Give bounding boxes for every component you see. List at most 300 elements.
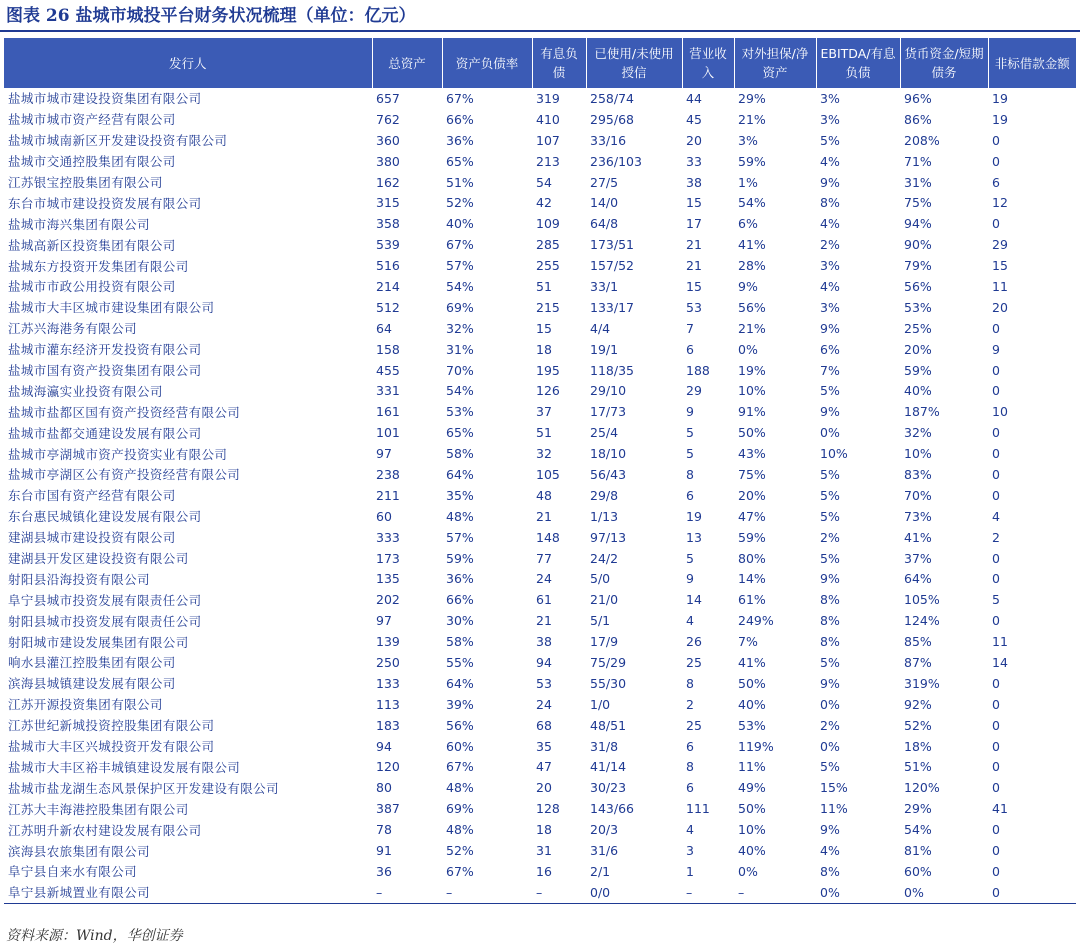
cell-cash-ratio: 81% <box>904 843 932 858</box>
cell-debt-ratio: 53% <box>446 404 474 420</box>
cell-total-assets: 135 <box>376 571 400 587</box>
cell-credit-lines: 5/0 <box>590 571 611 587</box>
cell-guarantee-ratio: 6% <box>738 216 758 232</box>
cell-interest-debt: 18 <box>536 341 552 357</box>
cell-debt-ratio: 67% <box>446 237 474 253</box>
cell-debt-ratio: 64% <box>446 675 474 691</box>
table-row <box>4 464 1076 485</box>
cell-total-assets: 211 <box>376 487 400 503</box>
cell-issuer: 盐城市交通控股集团有限公司 <box>8 154 176 170</box>
cell-cash-ratio: 0% <box>900 882 988 903</box>
cell-debt-ratio: 31% <box>446 341 474 357</box>
cell-cash-ratio: 53% <box>904 299 932 315</box>
cell-credit-lines: 33/1 <box>590 278 619 294</box>
header-debt-ratio: 资产负债率 <box>442 38 532 88</box>
header-non-standard: 非标借款金额 <box>988 38 1076 88</box>
cell-credit-lines: 17/9 <box>590 634 619 650</box>
cell-total-assets: 331 <box>376 383 400 399</box>
cell-cash-ratio: 37% <box>904 550 932 566</box>
table-row <box>4 840 1076 861</box>
cell-ebitda-ratio: 0% <box>820 425 840 441</box>
cell-issuer: 建湖县城市建设投资有限公司 <box>8 530 176 546</box>
header-interest-debt: 有息负债 <box>532 38 586 88</box>
table-row <box>4 757 1076 778</box>
cell-debt-ratio: 66% <box>446 111 474 127</box>
cell-total-assets: 173 <box>376 550 400 566</box>
cell-cash-ratio: 29% <box>904 801 932 817</box>
cell-cash-ratio: 64% <box>904 571 932 587</box>
cell-credit-lines: 1/0 <box>590 696 611 712</box>
cell-non-standard: 0 <box>992 425 1000 441</box>
cell-total-assets: 238 <box>376 466 400 482</box>
cell-guarantee-ratio: 50% <box>738 675 766 691</box>
cell-cash-ratio: 73% <box>904 508 932 524</box>
cell-interest-debt: 53 <box>536 675 552 691</box>
cell-ebitda-ratio: 8% <box>820 195 840 211</box>
cell-interest-debt: 38 <box>536 634 552 650</box>
cell-guarantee-ratio: 40% <box>738 843 766 858</box>
cell-debt-ratio: 58% <box>446 446 474 462</box>
cell-debt-ratio: 48% <box>446 780 474 796</box>
cell-cash-ratio: 70% <box>904 487 932 503</box>
cell-total-assets: 358 <box>376 216 400 232</box>
table-row <box>4 506 1076 527</box>
cell-interest-debt: 20 <box>536 780 552 796</box>
cell-ebitda-ratio: 4% <box>820 843 840 858</box>
cell-total-assets: 380 <box>376 153 400 169</box>
cell-debt-ratio: 60% <box>446 738 474 754</box>
cell-credit-lines: 75/29 <box>590 654 627 670</box>
cell-cash-ratio: 59% <box>904 362 932 378</box>
cell-revenue: 14 <box>686 592 702 608</box>
table-row <box>4 318 1076 339</box>
cell-guarantee-ratio: 10% <box>738 383 766 399</box>
cell-non-standard: 0 <box>992 466 1000 482</box>
cell-non-standard: 9 <box>992 341 1000 357</box>
cell-interest-debt: 94 <box>536 654 552 670</box>
cell-non-standard: 10 <box>992 404 1008 420</box>
cell-issuer: 盐城海瀛实业投资有限公司 <box>8 383 163 399</box>
cell-issuer: 盐城市盐龙湖生态风景保护区开发建设有限公司 <box>8 780 279 796</box>
cell-interest-debt: 51 <box>536 425 552 441</box>
cell-total-assets: 657 <box>376 90 400 106</box>
table-row <box>4 234 1076 255</box>
cell-cash-ratio: 94% <box>904 216 932 232</box>
cell-total-assets: 94 <box>376 738 392 754</box>
cell-total-assets: 161 <box>376 404 400 420</box>
cell-ebitda-ratio: 10% <box>820 446 848 462</box>
header-revenue: 营业收入 <box>682 38 734 88</box>
cell-total-assets: 183 <box>376 717 400 733</box>
cell-debt-ratio: 67% <box>446 863 474 879</box>
cell-total-assets: 80 <box>376 780 392 796</box>
cell-non-standard: 0 <box>992 383 1000 399</box>
table-row <box>4 589 1076 610</box>
cell-guarantee-ratio: 21% <box>738 111 766 127</box>
cell-guarantee-ratio: 10% <box>738 822 766 838</box>
header-total-assets: 总资产 <box>372 38 442 88</box>
cell-guarantee-ratio: 0% <box>738 341 758 357</box>
cell-debt-ratio: 36% <box>446 132 474 148</box>
cell-cash-ratio: 10% <box>904 446 932 462</box>
cell-credit-lines: 25/4 <box>590 425 619 441</box>
cell-ebitda-ratio: 9% <box>820 822 840 838</box>
cell-debt-ratio: 67% <box>446 759 474 775</box>
cell-interest-debt: 285 <box>536 237 560 253</box>
cell-issuer: 盐城市国有资产投资集团有限公司 <box>8 363 202 379</box>
cell-ebitda-ratio: 6% <box>820 341 840 357</box>
cell-total-assets: 387 <box>376 801 400 817</box>
cell-cash-ratio: 40% <box>904 383 932 399</box>
cell-guarantee-ratio: – <box>734 882 816 903</box>
cell-ebitda-ratio: 11% <box>820 801 848 817</box>
cell-guarantee-ratio: 61% <box>738 592 766 608</box>
cell-non-standard: 19 <box>992 90 1008 106</box>
cell-credit-lines: 27/5 <box>590 174 619 190</box>
cell-credit-lines: 64/8 <box>590 216 619 232</box>
cell-guarantee-ratio: 29% <box>738 90 766 106</box>
cell-non-standard: 11 <box>992 634 1008 650</box>
cell-interest-debt: 16 <box>536 863 552 879</box>
table-row <box>4 715 1076 736</box>
cell-guarantee-ratio: 43% <box>738 446 766 462</box>
cell-non-standard: 0 <box>988 882 1076 903</box>
cell-non-standard: 15 <box>992 258 1008 274</box>
cell-ebitda-ratio: 3% <box>820 111 840 127</box>
table-row <box>4 527 1076 548</box>
cell-credit-lines: 55/30 <box>590 675 627 691</box>
cell-revenue: – <box>682 882 734 903</box>
table-row <box>4 422 1076 443</box>
cell-total-assets: 333 <box>376 529 400 545</box>
cell-revenue: 8 <box>686 675 694 691</box>
cell-interest-debt: 148 <box>536 529 560 545</box>
cell-revenue: 33 <box>686 153 702 169</box>
cell-issuer: 盐城市城南新区开发建设投资有限公司 <box>8 133 228 149</box>
cell-total-assets: 214 <box>376 278 400 294</box>
cell-debt-ratio: 66% <box>446 592 474 608</box>
cell-credit-lines: 97/13 <box>590 529 627 545</box>
cell-total-assets: 158 <box>376 341 400 357</box>
cell-interest-debt: 255 <box>536 258 560 274</box>
cell-debt-ratio: 48% <box>446 508 474 524</box>
cell-debt-ratio: 54% <box>446 383 474 399</box>
cell-revenue: 9 <box>686 404 694 420</box>
cell-interest-debt: 47 <box>536 759 552 775</box>
cell-cash-ratio: 20% <box>904 341 932 357</box>
table-row <box>4 485 1076 506</box>
cell-ebitda-ratio: 5% <box>820 654 840 670</box>
table-row <box>4 151 1076 172</box>
cell-total-assets: 512 <box>376 299 400 315</box>
cell-ebitda-ratio: 4% <box>820 278 840 294</box>
cell-non-standard: 0 <box>992 843 1000 858</box>
cell-non-standard: 0 <box>992 696 1000 712</box>
cell-credit-lines: 143/66 <box>590 801 634 817</box>
cell-cash-ratio: 86% <box>904 111 932 127</box>
cell-interest-debt: 48 <box>536 487 552 503</box>
cell-revenue: 4 <box>686 613 694 629</box>
cell-ebitda-ratio: 9% <box>820 174 840 190</box>
cell-non-standard: 6 <box>992 174 1000 190</box>
cell-interest-debt: 31 <box>536 843 552 858</box>
cell-revenue: 15 <box>686 195 702 211</box>
cell-guarantee-ratio: 53% <box>738 717 766 733</box>
cell-guarantee-ratio: 119% <box>738 738 774 754</box>
cell-non-standard: 0 <box>992 487 1000 503</box>
cell-cash-ratio: 56% <box>904 278 932 294</box>
cell-cash-ratio: 90% <box>904 237 932 253</box>
table-row <box>4 88 1076 109</box>
cell-ebitda-ratio: 8% <box>820 634 840 650</box>
cell-non-standard: 20 <box>992 299 1008 315</box>
cell-debt-ratio: 70% <box>446 362 474 378</box>
cell-total-assets: 64 <box>376 320 392 336</box>
cell-interest-debt: 61 <box>536 592 552 608</box>
cell-ebitda-ratio: 5% <box>820 508 840 524</box>
cell-non-standard: 19 <box>992 111 1008 127</box>
cell-total-assets: 202 <box>376 592 400 608</box>
cell-cash-ratio: 25% <box>904 320 932 336</box>
cell-interest-debt: – <box>532 882 586 903</box>
cell-interest-debt: 77 <box>536 550 552 566</box>
cell-revenue: 45 <box>686 111 702 127</box>
cell-credit-lines: 2/1 <box>590 863 611 879</box>
cell-ebitda-ratio: 9% <box>820 675 840 691</box>
cell-non-standard: 41 <box>992 801 1008 817</box>
cell-interest-debt: 42 <box>536 195 552 211</box>
cell-issuer: 盐城市海兴集团有限公司 <box>8 216 150 232</box>
cell-issuer: 响水县灌江控股集团有限公司 <box>8 655 176 671</box>
cell-total-assets: 101 <box>376 425 400 441</box>
cell-debt-ratio: 52% <box>446 843 474 858</box>
cell-ebitda-ratio: 5% <box>820 550 840 566</box>
cell-non-standard: 0 <box>992 717 1000 733</box>
cell-issuer: 东台市国有资产经营有限公司 <box>8 488 176 504</box>
table-row <box>4 673 1076 694</box>
cell-ebitda-ratio: 9% <box>820 404 840 420</box>
cell-revenue: 3 <box>686 843 694 858</box>
cell-revenue: 4 <box>686 822 694 838</box>
cell-non-standard: 11 <box>992 278 1008 294</box>
cell-ebitda-ratio: 2% <box>820 237 840 253</box>
table-body <box>4 88 1076 903</box>
cell-non-standard: 0 <box>992 446 1000 462</box>
cell-total-assets: 97 <box>376 613 392 629</box>
table-row <box>4 819 1076 840</box>
cell-guarantee-ratio: 1% <box>738 174 758 190</box>
cell-debt-ratio: 52% <box>446 195 474 211</box>
cell-revenue: 1 <box>686 863 694 879</box>
table-row <box>4 172 1076 193</box>
cell-total-assets: 250 <box>376 654 400 670</box>
cell-revenue: 21 <box>686 258 702 274</box>
cell-revenue: 6 <box>686 738 694 754</box>
cell-ebitda-ratio: 8% <box>820 613 840 629</box>
cell-credit-lines: 20/3 <box>590 822 619 838</box>
header-row <box>4 38 1076 88</box>
cell-revenue: 5 <box>686 425 694 441</box>
cell-cash-ratio: 105% <box>904 592 940 608</box>
cell-credit-lines: 30/23 <box>590 780 627 796</box>
cell-cash-ratio: 41% <box>904 529 932 545</box>
table-row <box>4 380 1076 401</box>
table-row <box>4 736 1076 757</box>
cell-interest-debt: 24 <box>536 571 552 587</box>
cell-debt-ratio: 57% <box>446 529 474 545</box>
cell-revenue: 2 <box>686 696 694 712</box>
cell-guarantee-ratio: 49% <box>738 780 766 796</box>
cell-total-assets: 139 <box>376 634 400 650</box>
cell-debt-ratio: 56% <box>446 717 474 733</box>
table-row <box>4 109 1076 130</box>
table-row <box>4 568 1076 589</box>
cell-revenue: 8 <box>686 759 694 775</box>
cell-cash-ratio: 31% <box>904 174 932 190</box>
cell-interest-debt: 105 <box>536 466 560 482</box>
cell-ebitda-ratio: 5% <box>820 466 840 482</box>
cell-debt-ratio: 32% <box>446 320 474 336</box>
cell-guarantee-ratio: 40% <box>738 696 766 712</box>
table-row <box>4 882 1076 903</box>
cell-interest-debt: 215 <box>536 299 560 315</box>
cell-issuer: 盐城市盐都交通建设发展有限公司 <box>8 425 202 441</box>
cell-revenue: 6 <box>686 487 694 503</box>
cell-debt-ratio: 54% <box>446 278 474 294</box>
cell-interest-debt: 128 <box>536 801 560 817</box>
cell-issuer: 江苏明升新农村建设发展有限公司 <box>8 822 202 838</box>
table-row <box>4 192 1076 213</box>
cell-credit-lines: 29/10 <box>590 383 627 399</box>
cell-cash-ratio: 71% <box>904 153 932 169</box>
cell-guarantee-ratio: 41% <box>738 237 766 253</box>
cell-total-assets: 60 <box>376 508 392 524</box>
cell-debt-ratio: 39% <box>446 696 474 712</box>
cell-debt-ratio: 65% <box>446 153 474 169</box>
cell-guarantee-ratio: 91% <box>738 404 766 420</box>
cell-total-assets: 162 <box>376 174 400 190</box>
cell-guarantee-ratio: 56% <box>738 299 766 315</box>
cell-guarantee-ratio: 41% <box>738 654 766 670</box>
cell-issuer: 盐城市大丰区裕丰城镇建设发展有限公司 <box>8 759 241 775</box>
cell-revenue: 21 <box>686 237 702 253</box>
cell-revenue: 26 <box>686 634 702 650</box>
cell-cash-ratio: 120% <box>904 780 940 796</box>
cell-cash-ratio: 32% <box>904 425 932 441</box>
cell-interest-debt: 32 <box>536 446 552 462</box>
cell-ebitda-ratio: 4% <box>820 216 840 232</box>
cell-total-assets: 315 <box>376 195 400 211</box>
cell-non-standard: 0 <box>992 362 1000 378</box>
cell-guarantee-ratio: 20% <box>738 487 766 503</box>
cell-non-standard: 0 <box>992 780 1000 796</box>
cell-cash-ratio: 54% <box>904 822 932 838</box>
cell-interest-debt: 213 <box>536 153 560 169</box>
table-row <box>4 631 1076 652</box>
cell-non-standard: 14 <box>992 654 1008 670</box>
figure-title: 图表 26 盐城市城投平台财务状况梳理（单位：亿元） <box>6 6 416 26</box>
cell-interest-debt: 24 <box>536 696 552 712</box>
cell-non-standard: 29 <box>992 237 1008 253</box>
cell-non-standard: 0 <box>992 132 1000 148</box>
cell-revenue: 29 <box>686 383 702 399</box>
cell-interest-debt: 21 <box>536 613 552 629</box>
cell-revenue: 38 <box>686 174 702 190</box>
cell-credit-lines: 14/0 <box>590 195 619 211</box>
cell-total-assets: 762 <box>376 111 400 127</box>
cell-revenue: 5 <box>686 446 694 462</box>
cell-interest-debt: 68 <box>536 717 552 733</box>
cell-debt-ratio: 55% <box>446 654 474 670</box>
cell-revenue: 53 <box>686 299 702 315</box>
cell-credit-lines: 295/68 <box>590 111 634 127</box>
cell-debt-ratio: 57% <box>446 258 474 274</box>
cell-guarantee-ratio: 75% <box>738 466 766 482</box>
cell-issuer: 江苏大丰海港控股集团有限公司 <box>8 801 189 817</box>
cell-cash-ratio: 60% <box>904 863 932 879</box>
cell-credit-lines: 21/0 <box>590 592 619 608</box>
cell-debt-ratio: 36% <box>446 571 474 587</box>
cell-ebitda-ratio: 5% <box>820 759 840 775</box>
cell-cash-ratio: 187% <box>904 404 940 420</box>
header-ebitda-ratio: EBITDA/有息负债 <box>816 38 900 88</box>
cell-total-assets: 360 <box>376 132 400 148</box>
cell-cash-ratio: 87% <box>904 654 932 670</box>
cell-non-standard: 5 <box>992 592 1000 608</box>
cell-interest-debt: 37 <box>536 404 552 420</box>
cell-credit-lines: 0/0 <box>586 882 682 903</box>
cell-non-standard: 0 <box>992 216 1000 232</box>
cell-ebitda-ratio: 4% <box>820 153 840 169</box>
cell-issuer: 射阳县城市投资发展有限责任公司 <box>8 613 202 629</box>
cell-guarantee-ratio: 80% <box>738 550 766 566</box>
table-row <box>4 861 1076 882</box>
cell-issuer: 建湖县开发区建设投资有限公司 <box>8 551 189 567</box>
cell-total-assets: 539 <box>376 237 400 253</box>
cell-guarantee-ratio: 50% <box>738 425 766 441</box>
cell-interest-debt: 319 <box>536 90 560 106</box>
cell-debt-ratio: – <box>442 882 532 903</box>
cell-cash-ratio: 319% <box>904 675 940 691</box>
cell-total-assets: 97 <box>376 446 392 462</box>
cell-ebitda-ratio: 2% <box>820 717 840 733</box>
cell-credit-lines: 31/6 <box>590 843 619 858</box>
cell-guarantee-ratio: 0% <box>738 863 758 879</box>
cell-revenue: 25 <box>686 717 702 733</box>
cell-revenue: 8 <box>686 466 694 482</box>
cell-ebitda-ratio: 3% <box>820 90 840 106</box>
cell-cash-ratio: 83% <box>904 466 932 482</box>
cell-cash-ratio: 96% <box>904 90 932 106</box>
cell-interest-debt: 35 <box>536 738 552 754</box>
cell-interest-debt: 109 <box>536 216 560 232</box>
cell-issuer: 射阳县沿海投资有限公司 <box>8 571 150 587</box>
cell-debt-ratio: 69% <box>446 299 474 315</box>
cell-ebitda-ratio: 8% <box>820 863 840 879</box>
cell-issuer: 东台市城市建设投资发展有限公司 <box>8 195 202 211</box>
header-issuer: 发行人 <box>4 38 372 88</box>
cell-revenue: 20 <box>686 132 702 148</box>
cell-issuer: 江苏银宝控股集团有限公司 <box>8 175 163 190</box>
cell-total-assets: 78 <box>376 822 392 838</box>
cell-issuer: 盐城市大丰区城市建设集团有限公司 <box>8 300 215 316</box>
cell-guarantee-ratio: 19% <box>738 362 766 378</box>
cell-revenue: 13 <box>686 529 702 545</box>
cell-ebitda-ratio: 9% <box>820 320 840 336</box>
cell-credit-lines: 17/73 <box>590 404 627 420</box>
cell-issuer: 阜宁县自来水有限公司 <box>8 864 138 880</box>
cell-debt-ratio: 35% <box>446 487 474 503</box>
